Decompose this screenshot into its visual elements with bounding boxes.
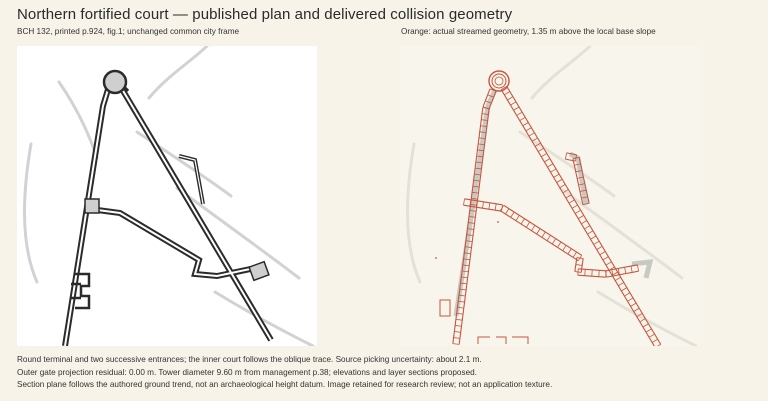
streamed-wall-segment — [500, 205, 581, 260]
notes-block — [17, 354, 552, 392]
streamed-gate-block — [440, 300, 450, 316]
streamed-wall-segment — [501, 86, 660, 346]
published-plan-panel — [17, 46, 317, 346]
streamed-geometry-caption: Orange: actual streamed geometry, 1.35 m above the local base slope — [401, 27, 656, 36]
figure-title: Northern fortified court — published plan and delivered collision geometry — [17, 6, 513, 23]
streamed-wall-segment — [605, 265, 638, 277]
note-line-1: Round terminal and two successive entrances; the inner court follows the oblique trace. Source picking uncertainty: about 2.1 m. — [17, 355, 482, 364]
published-plan-drawing — [17, 46, 317, 346]
streamed-geometry-drawing — [400, 46, 700, 346]
round-tower — [104, 71, 126, 93]
terrain-contours — [25, 46, 313, 346]
note-line-2: Outer gate projection residual: 0.00 m. Tower diameter 9.60 m from management p.38; elevations and layer sections proposed. — [17, 367, 477, 377]
published-plan-caption: BCH 132, printed p.924, fig.1; unchanged common city frame — [17, 27, 240, 36]
terrain-contours — [408, 46, 696, 346]
streamed-round-tower — [489, 71, 509, 91]
ghost-walls — [456, 90, 650, 316]
note-line-3: Section plane follows the authored ground trend, not an archaeological height datum. Image retained for research review; not an application texture. — [17, 380, 553, 389]
outer-gate-bastion — [249, 262, 269, 281]
inner-gate-bastion — [85, 199, 99, 213]
streamed-geometry-panel — [400, 46, 700, 346]
streamed-building-fragment — [478, 337, 528, 344]
